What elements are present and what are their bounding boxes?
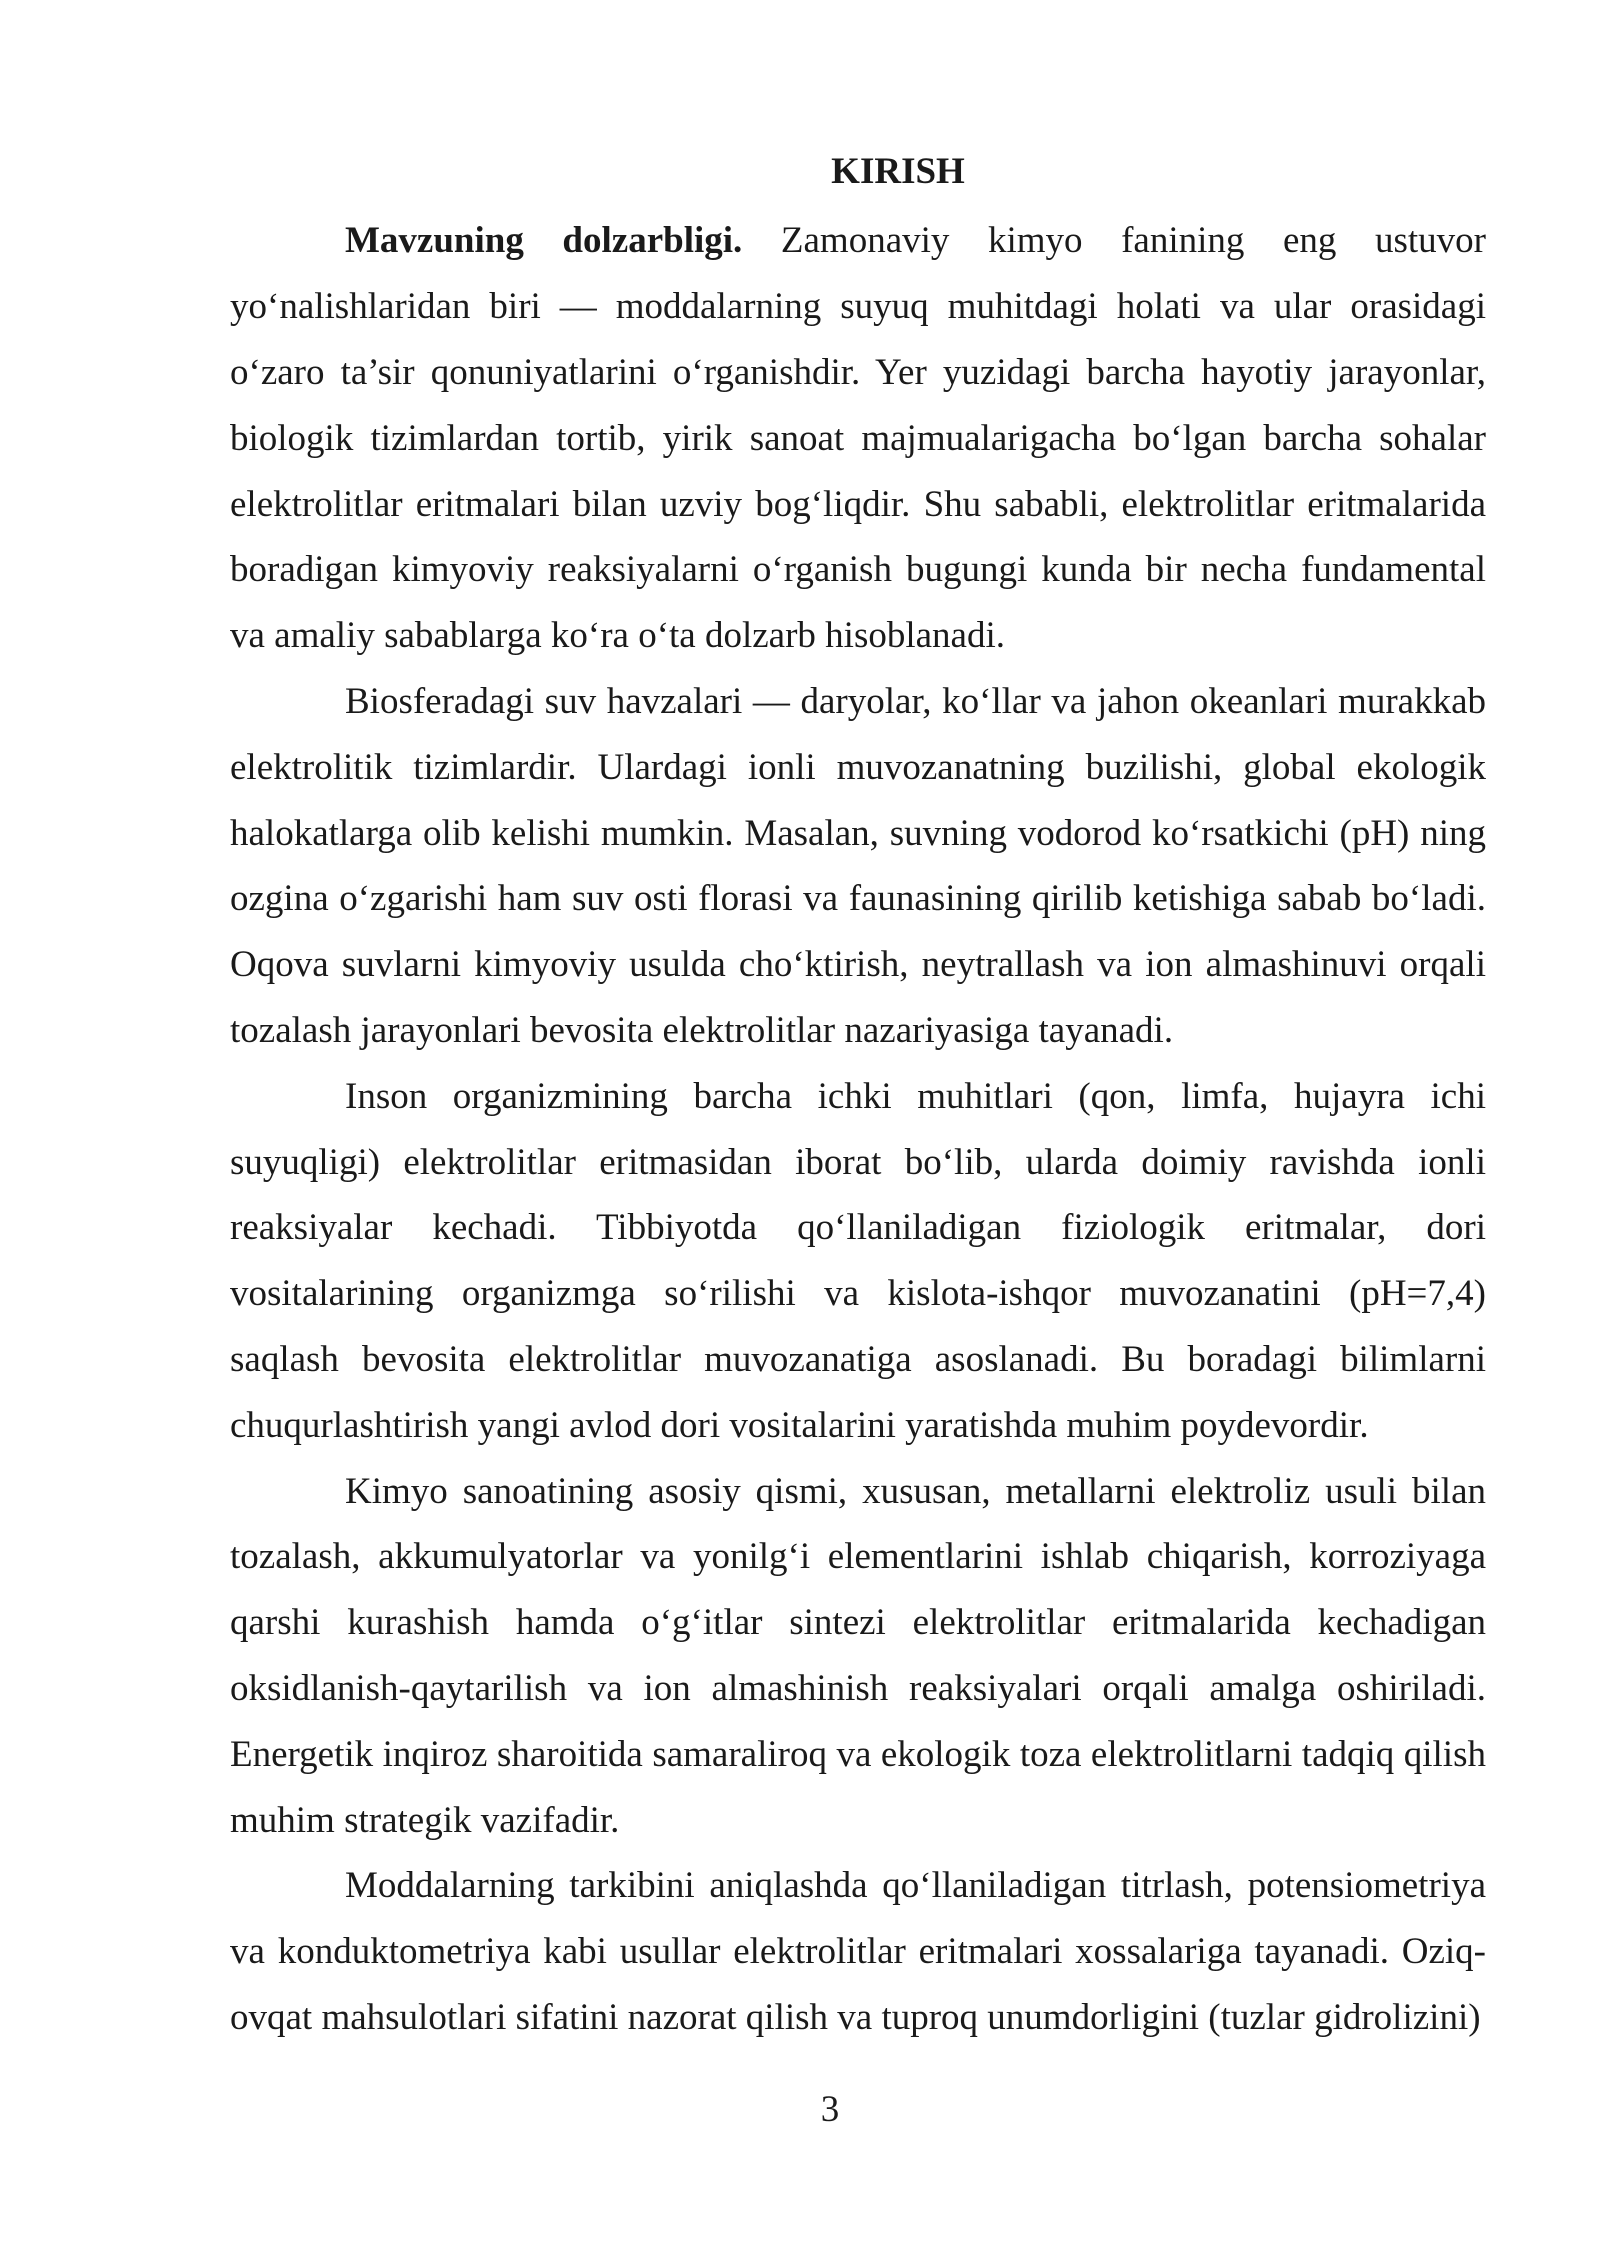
paragraph-biosphere — [230, 669, 1486, 1064]
paragraph-text: Biosferadagi suv havzalari — daryolar, ko‘llar va jahon okeanlari murakkab elektrolitik tizimlardir. Ulardagi ionli muvozanatning buzilishi, global ekologik halokatlarga olib kelishi mumkin. Masalan, suvning vodorod ko‘rsatkichi (pH) ning ozgina o‘zgarishi ham suv osti florasi va faunasining qirilib ketishiga sabab bo‘ladi. Oqova suvlarni kimyoviy usulda cho‘ktirish, neytrallash va ion almashinuvi orqali tozalash jarayonlari bevosita elektrolitlar nazariyasiga tayanadi. — [230, 680, 1486, 1051]
paragraph-analysis — [230, 1853, 1486, 2050]
paragraph-industry — [230, 1459, 1486, 1854]
paragraph-relevance — [230, 208, 1486, 669]
paragraph-lead: Mavzuning dolzarbligi. — [345, 220, 743, 262]
document-page — [230, 150, 1486, 2051]
page-number: 3 — [820, 2089, 840, 2130]
paragraph-human-body — [230, 1064, 1486, 1459]
paragraph-text: Kimyo sanoatining asosiy qismi, xususan, metallarni elektroliz usuli bilan tozalash, akkumulyatorlar va yonilg‘i elementlarini ishlab chiqarish, korroziyaga qarshi kurashish hamda o‘g‘itlar sintezi elektrolitlar eritmalarida kechadigan oksidlanish-qaytarilish va ion almashinish reaksiyalari orqali amalga oshiriladi. Energetik inqiroz sharoitida samaraliroq va ekologik toza elektrolitlarni tadqiq qilish muhim strategik vazifadir. — [230, 1470, 1486, 1841]
paragraph-text: Zamonaviy kimyo fanining eng ustuvor yo‘nalishlaridan biri — moddalarning suyuq muhitdagi holati va ular orasidagi o‘zaro ta’sir qonuniyatlarini o‘rganishdir. Yer yuzidagi barcha hayotiy jarayonlar, biologik tizimlardan tortib, yirik sanoat majmualarigacha bo‘lgan barcha sohalar elektrolitlar eritmalari bilan uzviy bog‘liqdir. Shu sababli, elektrolitlar eritmalarida boradigan kimyoviy reaksiyalarni o‘rganish bugungi kunda bir necha fundamental va amaliy sabablarga ko‘ra o‘ta dolzarb hisoblanadi. — [230, 220, 1486, 657]
paragraph-text: Inson organizmining barcha ichki muhitlari (qon, limfa, hujayra ichi suyuqligi) elektrolitlar eritmasidan iborat bo‘lib, ularda doimiy ravishda ionli reaksiyalar kechadi. Tibbiyotda qo‘llaniladigan fiziologik eritmalar, dori vositalarining organizmga so‘rilishi va kislota-ishqor muvozanatini (pH=7,4) saqlash bevosita elektrolitlar muvozanatiga asoslanadi. Bu boradagi bilimlarni chuqurlashtirish yangi avlod dori vositalarini yaratishda muhim poydevordir. — [230, 1075, 1486, 1446]
paragraph-text: Moddalarning tarkibini aniqlashda qo‘llaniladigan titrlash, potensiometriya va konduktometriya kabi usullar elektrolitlar eritmalari xossalariga tayanadi. Oziq-ovqat mahsulotlari sifatini nazorat qilish va tuproq unumdorligini (tuzlar gidrolizini) — [230, 1865, 1486, 2038]
section-heading: KIRISH — [831, 151, 965, 192]
